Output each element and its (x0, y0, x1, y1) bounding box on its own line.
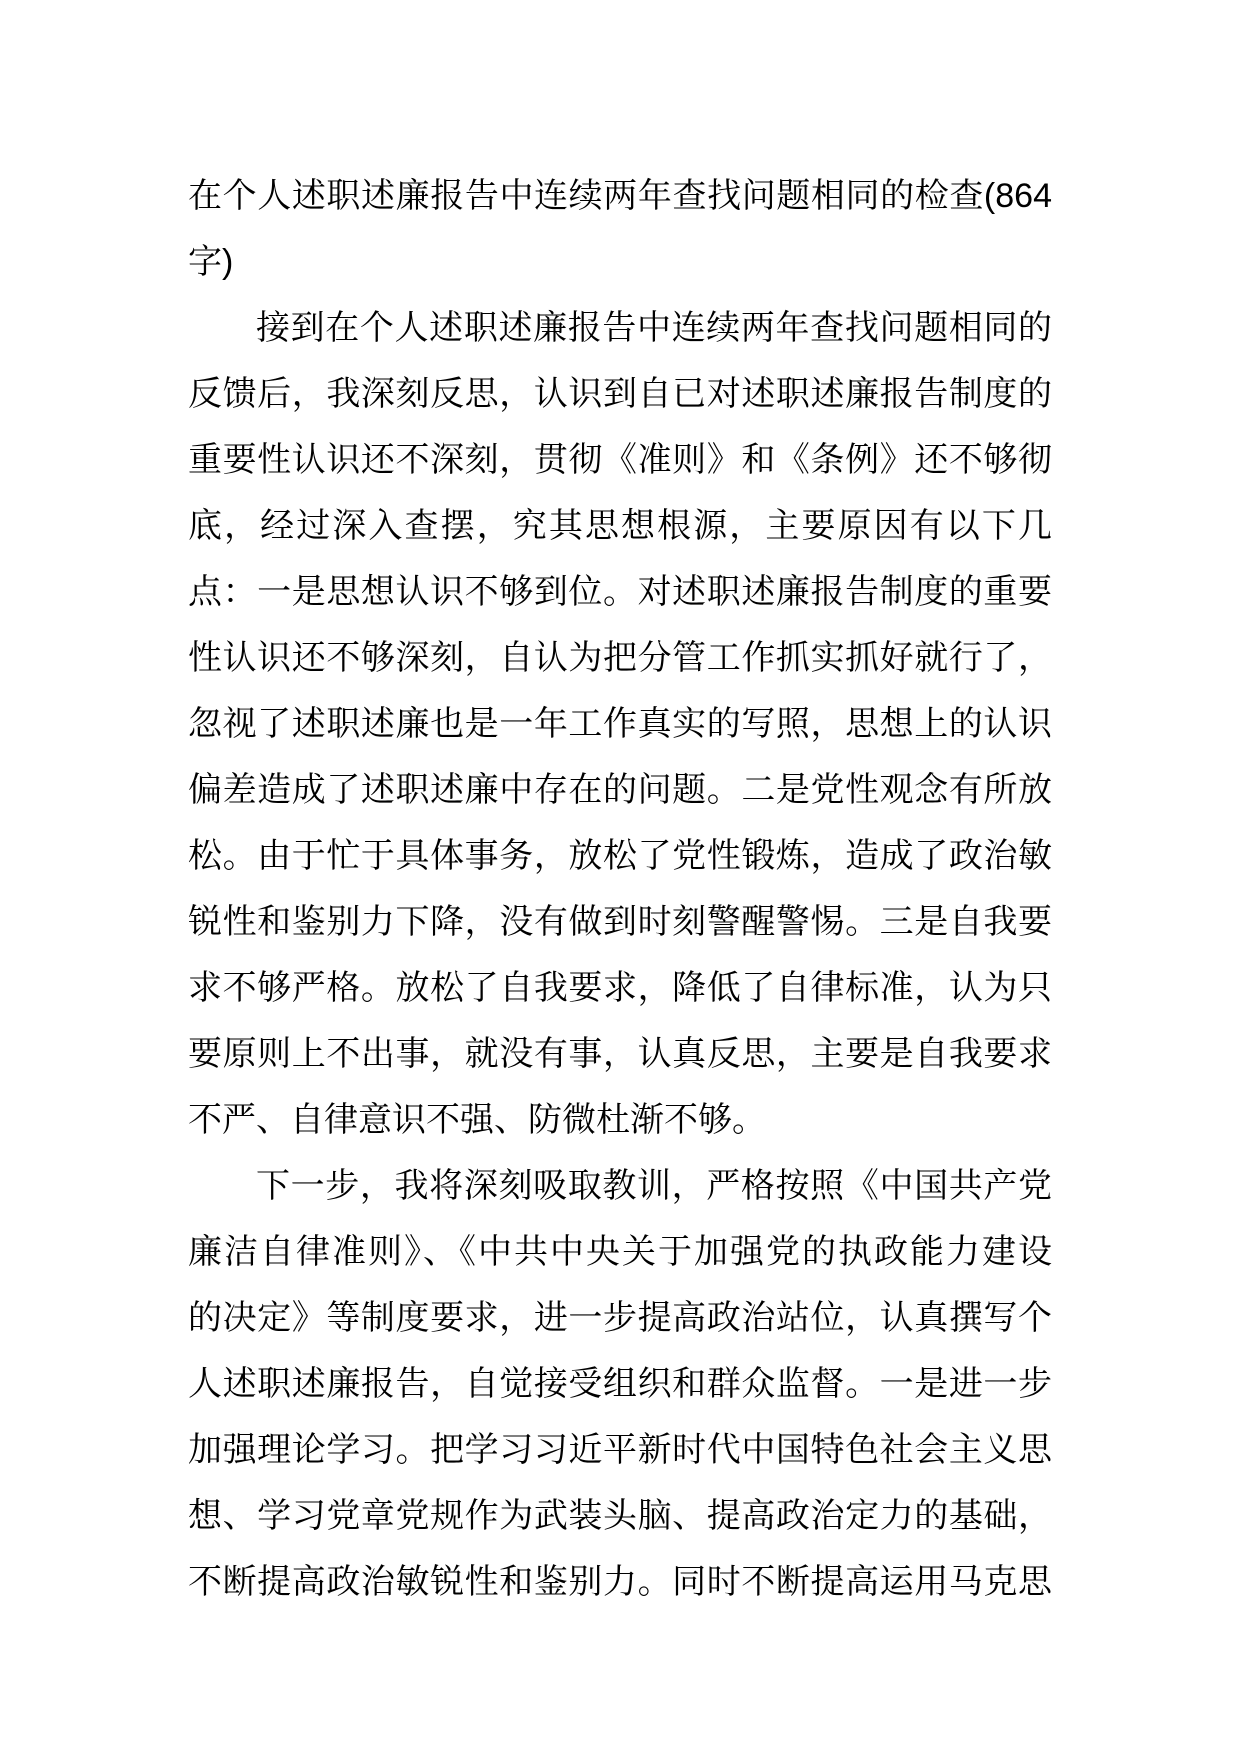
text-line: 人述职述廉报告，自觉接受组织和群众监督。一是进一步 (188, 1365, 1052, 1403)
text-line: 想、学习党章党规作为武装头脑、提高政治定力的基础， (188, 1497, 1052, 1535)
document-body (188, 163, 1052, 1615)
text-line: 的决定》等制度要求，进一步提高政治站位，认真撰写个 (188, 1299, 1052, 1337)
text-line: 偏差造成了述职述廉中存在的问题。二是党性观念有所放 (188, 771, 1052, 809)
text-line: 松。由于忙于具体事务，放松了党性锻炼，造成了政治敏 (188, 837, 1052, 875)
text-line: 反馈后，我深刻反思，认识到自已对述职述廉报告制度的 (188, 375, 1052, 413)
text-line: 重要性认识还不深刻，贯彻《准则》和《条例》还不够彻 (188, 441, 1052, 479)
text-line: 廉洁自律准则》、《中共中央关于加强党的执政能力建设 (188, 1233, 1052, 1271)
text-line: 不断提高政治敏锐性和鉴别力。同时不断提高运用马克思 (188, 1563, 1052, 1601)
text-line: 下一步，我将深刻吸取教训，严格按照《中国共产党 (256, 1167, 1052, 1205)
text-line: 求不够严格。放松了自我要求，降低了自律标准，认为只 (188, 969, 1052, 1007)
text-line: 不严、自律意识不强、防微杜渐不够。 (188, 1101, 766, 1139)
text-line: 在个人述职述廉报告中连续两年查找问题相同的检查(864 (188, 177, 1052, 215)
text-line: 锐性和鉴别力下降，没有做到时刻警醒警惕。三是自我要 (188, 903, 1052, 941)
text-line: 点：一是思想认识不够到位。对述职述廉报告制度的重要 (188, 573, 1052, 611)
paragraph-next-steps (188, 1153, 1052, 1615)
text-line: 加强理论学习。把学习习近平新时代中国特色社会主义思 (188, 1431, 1052, 1469)
text-line: 要原则上不出事，就没有事，认真反思，主要是自我要求 (188, 1035, 1052, 1073)
text-line: 接到在个人述职述廉报告中连续两年查找问题相同的 (256, 309, 1052, 347)
doc-title (188, 163, 1052, 295)
text-line: 忽视了述职述廉也是一年工作真实的写照，思想上的认识 (188, 705, 1052, 743)
text-line: 性认识还不够深刻，自认为把分管工作抓实抓好就行了， (188, 639, 1052, 677)
paragraph-self-reflection (188, 295, 1052, 1153)
text-line: 底，经过深入查摆，究其思想根源，主要原因有以下几 (188, 507, 1052, 545)
text-line: 字) (188, 243, 234, 281)
